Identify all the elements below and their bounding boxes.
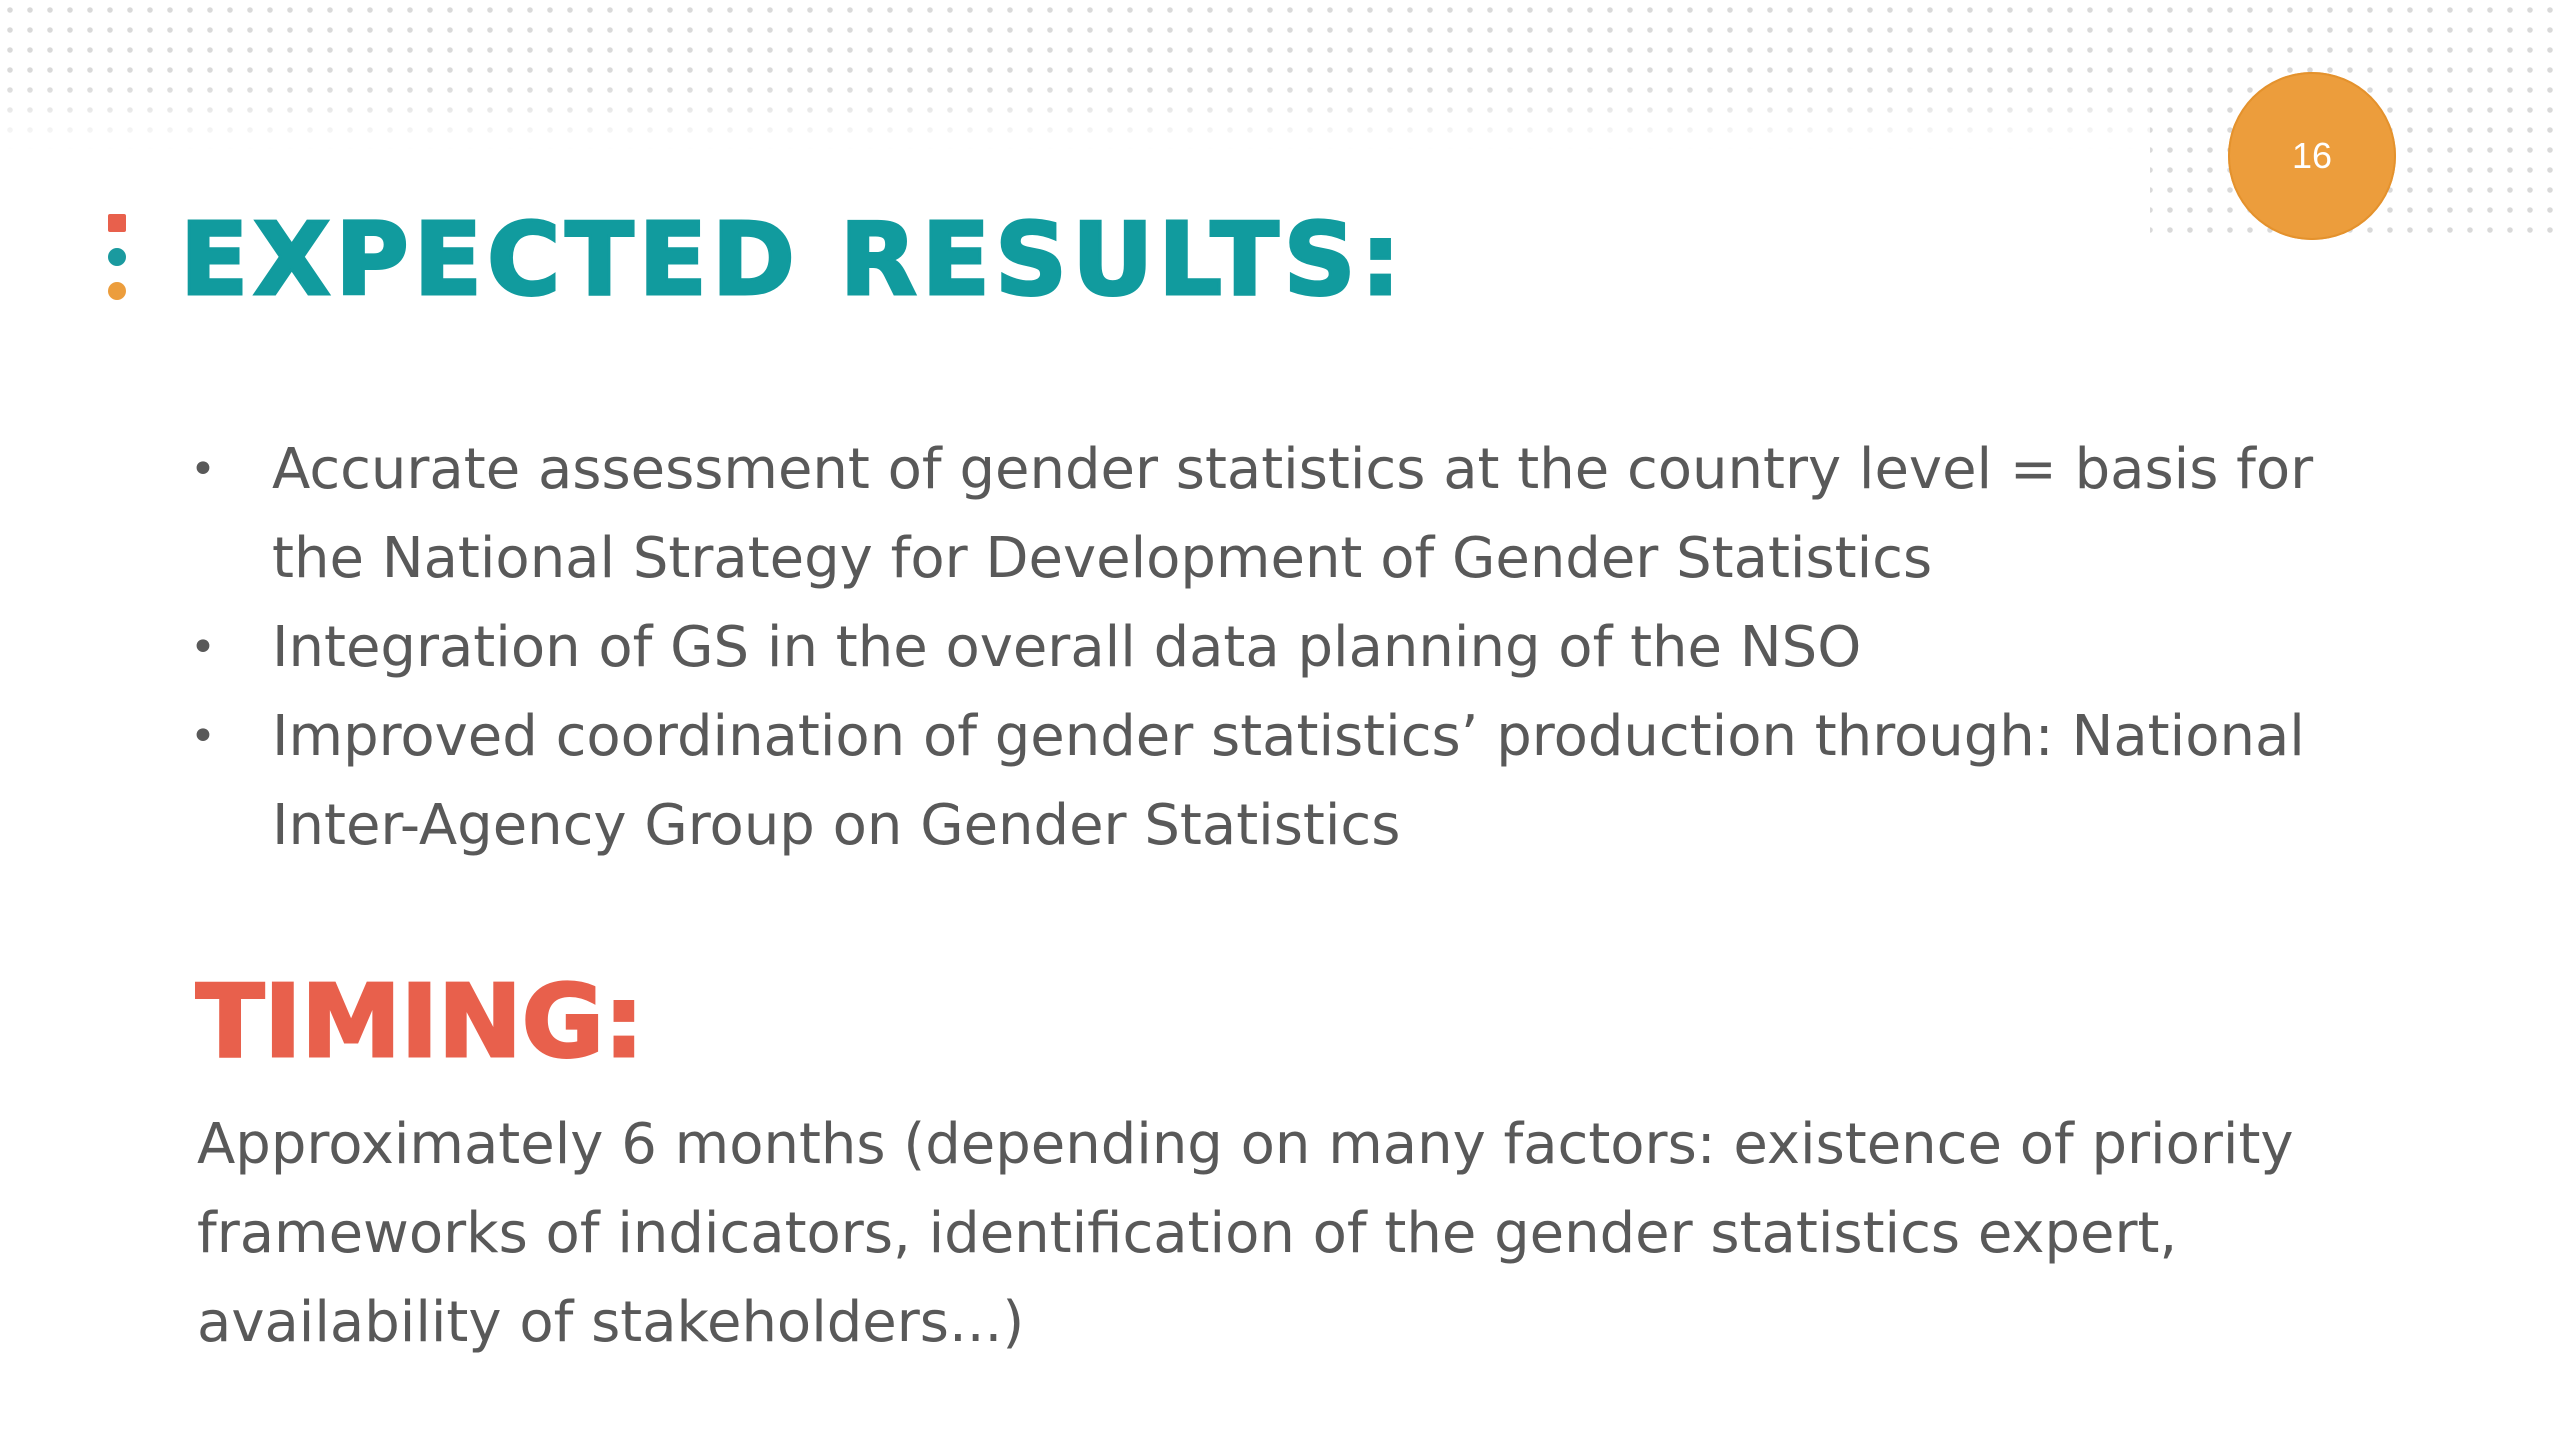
accent-square xyxy=(108,214,126,232)
bullet-accent-icon xyxy=(108,214,128,300)
bullet-marker: • xyxy=(190,711,216,762)
list-item xyxy=(190,692,2390,870)
timing-description: Approximately 6 months (depending on many factors: existence of priority frameworks of indicators, identification of the gender statistics expert, availability of stakeholders...) xyxy=(197,1112,2294,1355)
list-item-text: Integration of GS in the overall data planning of the NSO xyxy=(272,615,1862,680)
accent-dot-teal xyxy=(108,248,126,266)
list-item-text: Accurate assessment of gender statistics at the country level = basis for the National Strategy for Development of Gender Statistics xyxy=(272,437,2314,591)
list-item xyxy=(190,425,2390,603)
slide-title: EXPECTED RESULTS: xyxy=(180,201,1406,318)
page-number-badge: 16 xyxy=(2228,72,2396,240)
bullet-marker: • xyxy=(190,444,216,495)
timing-heading: TIMING: xyxy=(196,963,644,1080)
list-item-text: Improved coordination of gender statistics’ production through: National Inter-Agency Group on Gender Statistics xyxy=(272,704,2305,858)
list-item xyxy=(190,603,2390,692)
bullet-marker: • xyxy=(190,622,216,673)
accent-dot-orange xyxy=(108,282,126,300)
results-list xyxy=(190,425,2390,870)
